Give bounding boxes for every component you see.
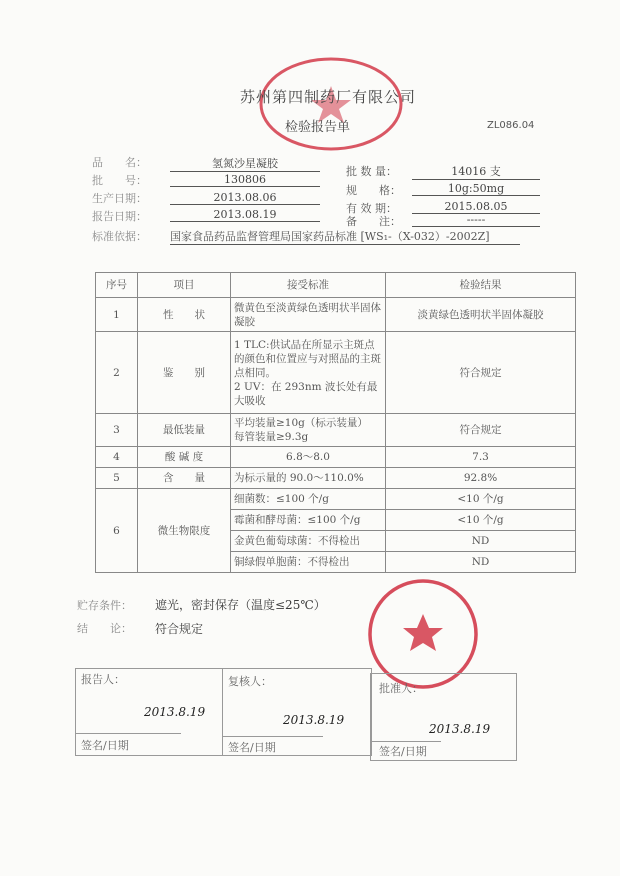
batch-no-value: 130806 [170,173,320,187]
signature-role: 批准人： [379,682,423,695]
table-header-row [96,273,576,298]
header-no: 序号 [96,273,138,298]
row-no: 3 [96,414,138,447]
row-result: 符合规定 [386,332,576,414]
row-result: 7.3 [386,447,576,468]
conclusion-value: 符合规定 [155,622,204,636]
row-no: 5 [96,468,138,489]
row-no: 1 [96,298,138,332]
reviewer-signature-box [222,668,372,756]
header-standard: 接受标准 [231,273,386,298]
row-standard: 为标示量的 90.0～110.0% [231,468,386,489]
form-code: ZL086.04 [487,120,535,131]
signature-caption: 签名/日期 [81,739,129,752]
standard-value: 国家食品药品监督管理局国家药品标准 [WS₁-（X-032）-2002Z] [170,228,520,245]
row-result: <10 个/g [386,510,576,531]
row-no: 4 [96,447,138,468]
row-no: 6 [96,489,138,573]
row-standard [231,332,386,414]
signature-date: 2013.8.19 [144,705,206,719]
product-name-value: 氢氮沙星凝胶 [170,155,320,172]
company-name: 苏州第四制药厂有限公司 [240,88,417,106]
production-date-label: 生产日期： [92,192,147,205]
signature-date: 2013.8.19 [429,722,491,736]
divider [371,741,441,742]
row-item: 微生物限度 [138,489,231,573]
batch-qty-label: 批 数 量： [346,165,397,178]
expiry-label: 有 效 期： [346,202,397,215]
row-standard: 微黄色至淡黄绿色透明状半固体凝胶 [231,298,386,332]
table-row [96,468,576,489]
row-result: 92.8% [386,468,576,489]
row-item: 含 量 [138,468,231,489]
row-standard: 细菌数：≤100 个/g [231,489,386,510]
table-row [96,414,576,447]
standard-line: 2 UV：在 293nm 波长处有最大吸收 [234,380,378,407]
remark-value: ----- [412,213,540,227]
signature-date: 2013.8.19 [283,713,345,727]
signature-role: 报告人： [81,673,125,686]
storage-value: 遮光，密封保存（温度≤25℃） [155,598,326,612]
standard-line: 平均装量≥10g（标示装量） [234,417,368,429]
row-result: ND [386,531,576,552]
standard-label: 标准依据： [92,230,147,243]
row-standard: 金黄色葡萄球菌：不得检出 [231,531,386,552]
reporter-signature-box [75,668,223,756]
row-standard: 霉菌和酵母菌：≤100 个/g [231,510,386,531]
expiry-value: 2015.08.05 [412,200,540,214]
row-result: ND [386,552,576,573]
storage-label: 贮存条件： [77,599,132,612]
standard-line: 每管装量≥9.3g [234,431,309,443]
spec-value: 10g:50mg [412,182,540,196]
report-date-label: 报告日期： [92,210,147,223]
table-row [96,332,576,414]
header-result: 检验结果 [386,273,576,298]
row-item: 鉴 别 [138,332,231,414]
batch-no-label: 批 号： [92,174,147,187]
row-result: <10 个/g [386,489,576,510]
signature-role: 复核人： [228,675,272,688]
row-standard [231,414,386,447]
production-date-value: 2013.08.06 [170,191,320,205]
row-result: 淡黄绿色透明状半固体凝胶 [386,298,576,332]
row-no: 2 [96,332,138,414]
table-row [96,298,576,332]
signature-caption: 签名/日期 [228,741,276,754]
product-name-label: 品 名： [92,156,147,169]
spec-label: 规 格： [346,184,401,197]
signature-caption: 签名/日期 [379,745,427,758]
report-title: 检验报告单 [285,120,351,135]
row-item: 酸 碱 度 [138,447,231,468]
header-item: 项目 [138,273,231,298]
divider [76,733,181,734]
conclusion-label: 结 论： [77,622,132,635]
row-result: 符合规定 [386,414,576,447]
row-item: 性 状 [138,298,231,332]
standard-line: 1 TLC:供试品在所显示主斑点的颜色和位置应与对照品的主斑点相同。 [234,338,381,379]
report-date-value: 2013.08.19 [170,208,320,222]
inspection-table [95,272,576,573]
divider [223,736,323,737]
batch-qty-value: 14016 支 [412,163,540,180]
table-row [96,489,576,510]
row-standard: 6.8～8.0 [231,447,386,468]
approver-signature-box [370,673,517,761]
row-item: 最低装量 [138,414,231,447]
table-row [96,447,576,468]
row-standard: 铜绿假单胞菌：不得检出 [231,552,386,573]
remark-label: 备 注： [346,215,401,228]
